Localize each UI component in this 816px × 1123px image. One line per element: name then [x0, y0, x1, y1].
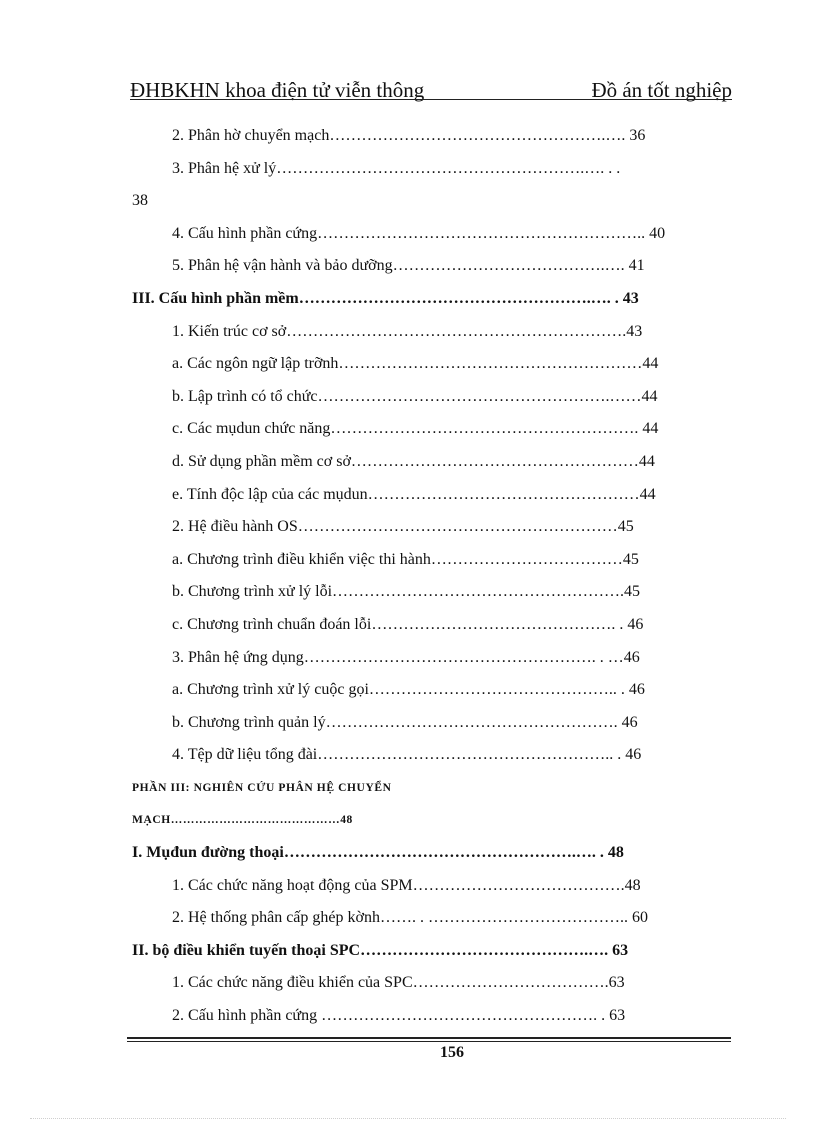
- footer-rule-thin: [127, 1041, 731, 1042]
- page-header: [130, 78, 732, 104]
- toc-entry: 2. Hệ thống phân cấp ghép kờnh……. . ……………………………….. 60: [172, 909, 648, 927]
- toc-entry: a. Chương trình điều khiển việc thi hành………………………………45: [172, 550, 639, 568]
- toc-entry: 4. Tệp dữ liệu tổng đài……………………………………………….. . 46: [172, 746, 642, 764]
- toc-entry: 3. Phân hệ xử lý………………………………………………….…. . .: [172, 159, 621, 177]
- page-bottom-border: [30, 1118, 786, 1119]
- toc-entry: 2. Cấu hình phần cứng ……………………………………………. . 63: [172, 1007, 626, 1025]
- toc-entry: b. Chương trình quản lý………………………………………………. 46: [172, 713, 638, 731]
- toc-entry: 38: [132, 192, 148, 210]
- toc-entry: 3. Phân hệ ứng dụng………………………………………………. . …46: [172, 648, 640, 666]
- toc-entry: 1. Các chức năng điều khiển của SPC……………………………….63: [172, 974, 625, 992]
- footer-rule-thick: [127, 1037, 731, 1039]
- header-left-text: ĐHBKHN khoa điện tử viễn thông: [130, 78, 425, 102]
- toc-entry: 2. Phân hờ chuyển mạch…………………………………………….…. 36: [172, 127, 646, 144]
- toc-entry: 4. Cấu hình phần cứng…………………………………………………….. 40: [172, 224, 666, 242]
- toc-entry: c. Các mụdun chức năng…………………………………………………. 44: [172, 420, 659, 438]
- toc-entry: I. Mụđun đường thoại……………………………………………….…. . 48: [132, 844, 624, 862]
- toc-entry: III. Cấu hình phần mềm……………………………………………….…. . 43: [132, 289, 639, 307]
- table-of-contents: [132, 121, 744, 1034]
- toc-entry: MẠCH……………………………………48: [132, 814, 353, 827]
- toc-entry: 1. Kiến trúc cơ sở……………………………………………………….43: [172, 322, 643, 340]
- page-number: 156: [440, 1044, 464, 1061]
- toc-entry: b. Chương trình xử lý lỗi……………………………………………….45: [172, 583, 641, 601]
- toc-entry: a. Chương trình xử lý cuộc gọi……………………………………….. . 46: [172, 681, 645, 699]
- toc-entry: a. Các ngôn ngữ lập trỡnh…………………………………………………44: [172, 355, 659, 373]
- toc-entry: b. Lập trình có tổ chức……………………………………………….……44: [172, 387, 658, 405]
- toc-entry: 5. Phân hệ vận hành và bảo dưỡng………………………………….…. 41: [172, 257, 645, 275]
- toc-entry: d. Sử dụng phần mềm cơ sở………………………………………………44: [172, 452, 655, 470]
- toc-entry: 1. Các chức năng hoạt động của SPM………………………………….48: [172, 876, 641, 894]
- toc-entry: c. Chương trình chuẩn đoán lỗi………………………………………. . 46: [172, 615, 644, 633]
- header-right-text: Đồ án tốt nghiệp: [591, 78, 732, 102]
- toc-entry: 2. Hệ điều hành OS……………………………………………………45: [172, 518, 634, 536]
- toc-entry: PHẦN III: NGHIÊN CỨU PHÂN HỆ CHUYỂN: [132, 781, 392, 794]
- toc-entry: e. Tính độc lập của các mụdun……………………………………………44: [172, 485, 656, 503]
- toc-entry: II. bộ điều khiển tuyến thoại SPC…………………………………….…. 63: [132, 941, 629, 959]
- header-rule: [130, 99, 732, 100]
